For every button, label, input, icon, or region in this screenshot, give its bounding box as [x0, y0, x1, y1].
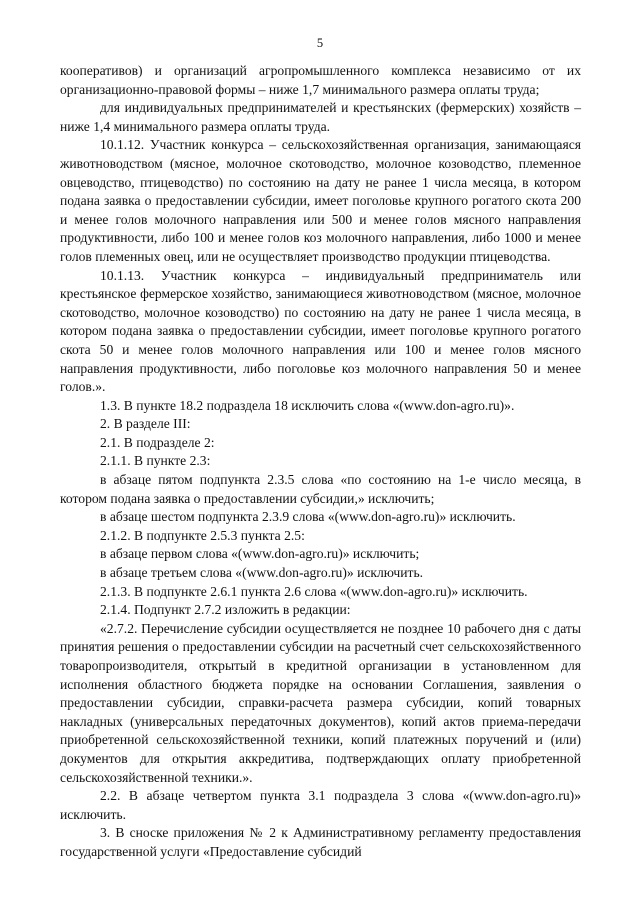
paragraph: кооперативов) и организаций агропромышленного комплекса независимо от их организационно-правовой формы – ниже 1,7 минимального размера оплаты труда;	[60, 63, 581, 97]
paragraph: в абзаце третьем слова «(www.don-agro.ru)» исключить.	[100, 565, 424, 581]
paragraph: 10.1.12. Участник конкурса – сельскохозяйственная организация, занимающаяся животноводством (мясное, молочное скотоводство, молочное козоводство, племенное овцеводство, птицеводство) по состоянию на дату не ранее 1 числа месяца, в котором подана заявка о предоставлении субсидии, имеет поголовье крупного рогатого скота 200 и менее голов молочного направления или 500 и менее голов мясного направления продуктивности, либо 100 и менее голов коз молочного направления, либо 1000 и менее голов племенных овец, или не осуществляет производство продукции птицеводства.	[60, 137, 581, 264]
paragraph: 2.1.2. В подпункте 2.5.3 пункта 2.5:	[100, 527, 305, 543]
paragraph: 2.1.4. Подпункт 2.7.2 изложить в редакции:	[100, 602, 351, 618]
document-body	[60, 62, 581, 862]
paragraph: «2.7.2. Перечисление субсидии осуществляется не позднее 10 рабочего дня с даты принятия решения о предоставлении субсидии на расчетный счет сельскохозяйственного товаропроизводителя, открытый в кредитной организации в установленном для исполнения областного бюджета порядке на основании Соглашения, заявления о предоставлении субсидии, справки-расчета размера субсидии, копий товарных накладных (универсальных передаточных документов), копий актов приема-передачи приобретенной сельскохозяйственной техники, копий платежных поручений и (или) документов для открытия аккредитива, подтверждающих оплату приобретенной сельскохозяйственной техники.».	[60, 620, 581, 785]
paragraph: 2.1.3. В подпункте 2.6.1 пункта 2.6 слова «(www.don-agro.ru)» исключить.	[100, 583, 528, 599]
paragraph: 10.1.13. Участник конкурса – индивидуальный предприниматель или крестьянское фермерское хозяйство, занимающиеся животноводством (мясное, молочное скотоводство, молочное козоводство) по состоянию на дату не ранее 1 числа месяца, в котором подана заявка о предоставлении субсидии, имеет поголовье крупного рогатого скота 50 и менее голов молочного направления или 100 и менее голов мясного направления продуктивности, либо поголовье коз молочного направления 50 и менее голов.».	[60, 267, 581, 395]
paragraph: в абзаце первом слова «(www.don-agro.ru)» исключить;	[100, 546, 420, 562]
paragraph: 3. В сноске приложения № 2 к Административному регламенту предоставления государственной услуги «Предоставление субсидий	[60, 825, 581, 859]
paragraph: 2.2. В абзаце четвертом пункта 3.1 подраздела 3 слова «(www.don-agro.ru)» исключить.	[60, 788, 581, 822]
paragraph: 1.3. В пункте 18.2 подраздела 18 исключить слова «(www.don-agro.ru)».	[100, 397, 515, 413]
paragraph: 2. В разделе III:	[100, 416, 191, 432]
paragraph: 2.1.1. В пункте 2.3:	[100, 453, 211, 469]
page-number: 5	[316, 36, 324, 50]
paragraph: для индивидуальных предпринимателей и крестьянских (фермерских) хозяйств – ниже 1,4 минимального размера оплаты труда.	[60, 100, 581, 134]
paragraph: 2.1. В подразделе 2:	[100, 434, 215, 450]
paragraph: в абзаце шестом подпункта 2.3.9 слова «(www.don-agro.ru)» исключить.	[100, 509, 516, 525]
paragraph: в абзаце пятом подпункта 2.3.5 слова «по состоянию на 1-е число месяца, в котором подана заявка о предоставлении субсидии,» исключить;	[60, 472, 581, 506]
